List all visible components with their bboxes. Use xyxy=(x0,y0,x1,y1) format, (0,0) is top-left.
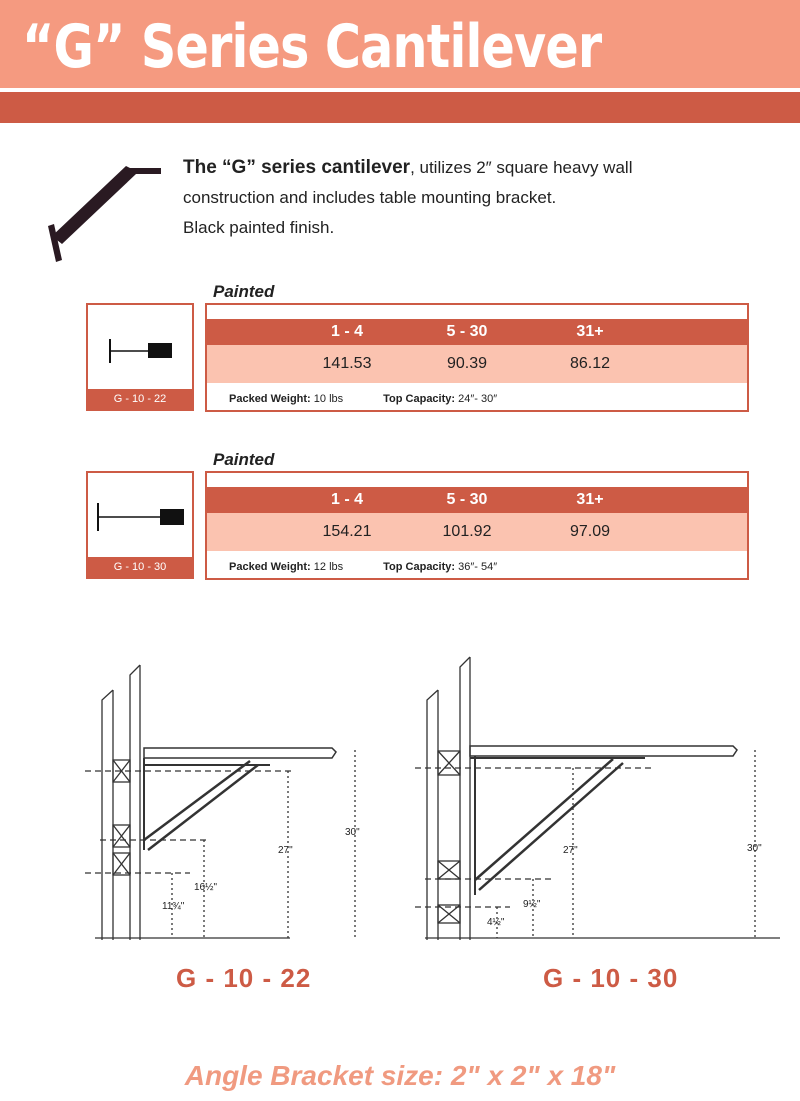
price-value-row xyxy=(207,513,747,551)
dim-label: 4½" xyxy=(487,917,505,928)
bracket-size-note: Angle Bracket size: 2" x 2" x 18" xyxy=(184,1060,616,1091)
product-thumb-2 xyxy=(86,471,194,579)
price-2: 101.92 xyxy=(442,523,492,540)
intro-text xyxy=(183,153,783,243)
intro-line1: , utilizes 2″ square heavy wall xyxy=(410,158,633,177)
qty-col-3: 31+ xyxy=(576,491,604,508)
price-header-row xyxy=(207,487,747,513)
price-2: 90.39 xyxy=(446,355,488,372)
intro-lead: The “G” series cantilever xyxy=(183,157,411,178)
dim-label: 30" xyxy=(345,827,360,838)
thumb-model-1: G - 10 - 22 xyxy=(88,389,192,409)
product-thumb-1 xyxy=(86,303,194,411)
dim-label: 9½" xyxy=(523,899,541,910)
top-capacity-label: Top Capacity: xyxy=(383,393,456,405)
packed-weight-value: 12 lbs xyxy=(313,561,344,573)
drawing-model-label-2: G - 10 - 30 xyxy=(543,963,679,993)
spec-line xyxy=(229,393,497,405)
packed-weight-value: 10 lbs xyxy=(313,393,344,405)
header-stripe xyxy=(0,92,800,123)
price-1: 154.21 xyxy=(322,523,372,540)
top-capacity-label: Top Capacity: xyxy=(383,561,456,573)
top-capacity-value: 36″- 54″ xyxy=(458,561,498,573)
intro-line3: Black painted finish. xyxy=(183,218,335,237)
qty-col-2: 5 - 30 xyxy=(446,323,488,340)
packed-weight-label: Packed Weight: xyxy=(229,561,311,573)
qty-col-3: 31+ xyxy=(576,323,604,340)
page-title: “G” Series Cantilever xyxy=(22,12,602,82)
qty-col-1: 1 - 4 xyxy=(330,491,363,508)
intro-line2: construction and includes table mounting bracket. xyxy=(183,188,557,207)
finish-label-1: Painted xyxy=(213,282,275,301)
price-1: 141.53 xyxy=(322,355,372,372)
qty-col-2: 5 - 30 xyxy=(446,491,488,508)
dim-label: 27" xyxy=(278,845,293,856)
top-capacity-value: 24″- 30″ xyxy=(458,393,498,405)
price-table-2 xyxy=(205,471,749,580)
packed-weight-label: Packed Weight: xyxy=(229,393,311,405)
bracket-side-icon xyxy=(88,473,192,557)
dim-label: 16½" xyxy=(194,882,218,893)
installation-drawing-1 xyxy=(80,655,400,950)
spec-line xyxy=(229,561,497,573)
price-header-row xyxy=(207,319,747,345)
price-3: 86.12 xyxy=(569,355,611,372)
thumb-model-2: G - 10 - 30 xyxy=(88,557,192,577)
drawing-model-label-1: G - 10 - 22 xyxy=(176,963,312,993)
dim-label: 27" xyxy=(563,845,578,856)
dim-label: 30" xyxy=(747,843,762,854)
price-value-row xyxy=(207,345,747,383)
bracket-side-icon xyxy=(88,305,192,389)
installation-drawing-2 xyxy=(415,655,785,950)
finish-label-2: Painted xyxy=(213,450,275,469)
price-table-1 xyxy=(205,303,749,412)
qty-col-1: 1 - 4 xyxy=(330,323,363,340)
price-3: 97.09 xyxy=(569,523,611,540)
dim-label: 11¾" xyxy=(162,901,185,912)
cantilever-bracket-icon xyxy=(44,160,169,265)
